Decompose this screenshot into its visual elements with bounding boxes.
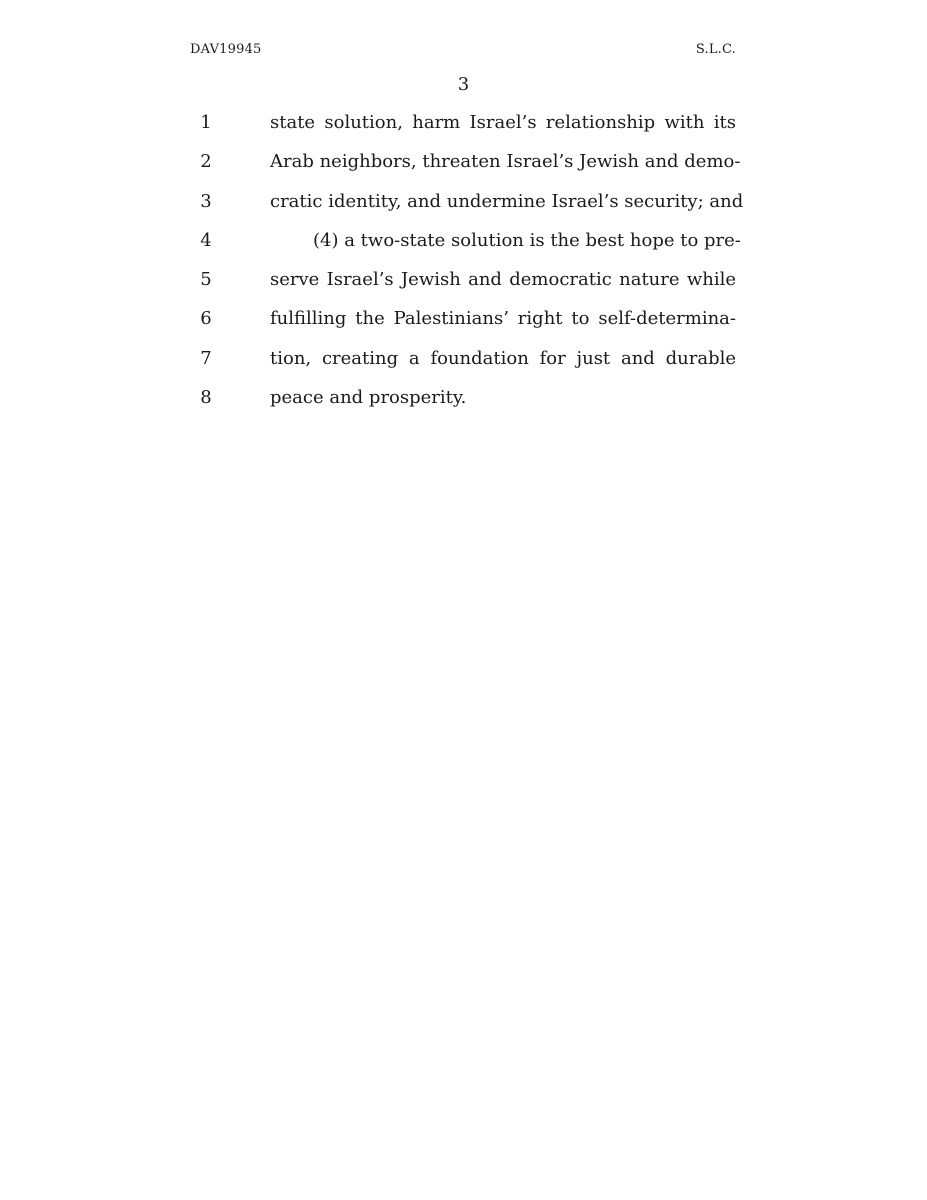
- line-text: tion, creating a foundation for just and durable: [270, 347, 736, 369]
- text-line: [0, 226, 927, 265]
- office-code: S.L.C.: [695, 42, 736, 57]
- line-number: 8: [200, 387, 212, 409]
- line-text: peace and prosperity.: [270, 387, 467, 409]
- text-line: [0, 383, 927, 422]
- line-number: 4: [200, 229, 212, 251]
- line-text: cratic identity, and undermine Israel’s security; and: [270, 190, 744, 212]
- text-line: [0, 304, 927, 343]
- page-number: 3: [457, 74, 470, 95]
- text-line: [0, 265, 927, 304]
- line-number: 5: [200, 269, 212, 291]
- line-number: 6: [200, 308, 212, 330]
- text-line: [0, 344, 927, 383]
- line-text: (4) a two-state solution is the best hope to pre-: [313, 229, 741, 251]
- line-text: Arab neighbors, threaten Israel’s Jewish and demo-: [270, 151, 741, 173]
- bill-text: [0, 108, 927, 422]
- line-text: fulfilling the Palestinians’ right to self-determina-: [270, 308, 736, 330]
- line-number: 1: [200, 112, 212, 133]
- line-number: 3: [200, 190, 212, 212]
- line-text: state solution, harm Israel’s relationship with its: [270, 112, 736, 133]
- text-line: [0, 108, 927, 147]
- line-number: 2: [200, 151, 212, 173]
- document-id: DAV19945: [190, 42, 262, 57]
- line-number: 7: [200, 347, 212, 369]
- text-line: [0, 187, 927, 226]
- text-line: [0, 147, 927, 186]
- line-text: serve Israel’s Jewish and democratic nature while: [270, 269, 736, 291]
